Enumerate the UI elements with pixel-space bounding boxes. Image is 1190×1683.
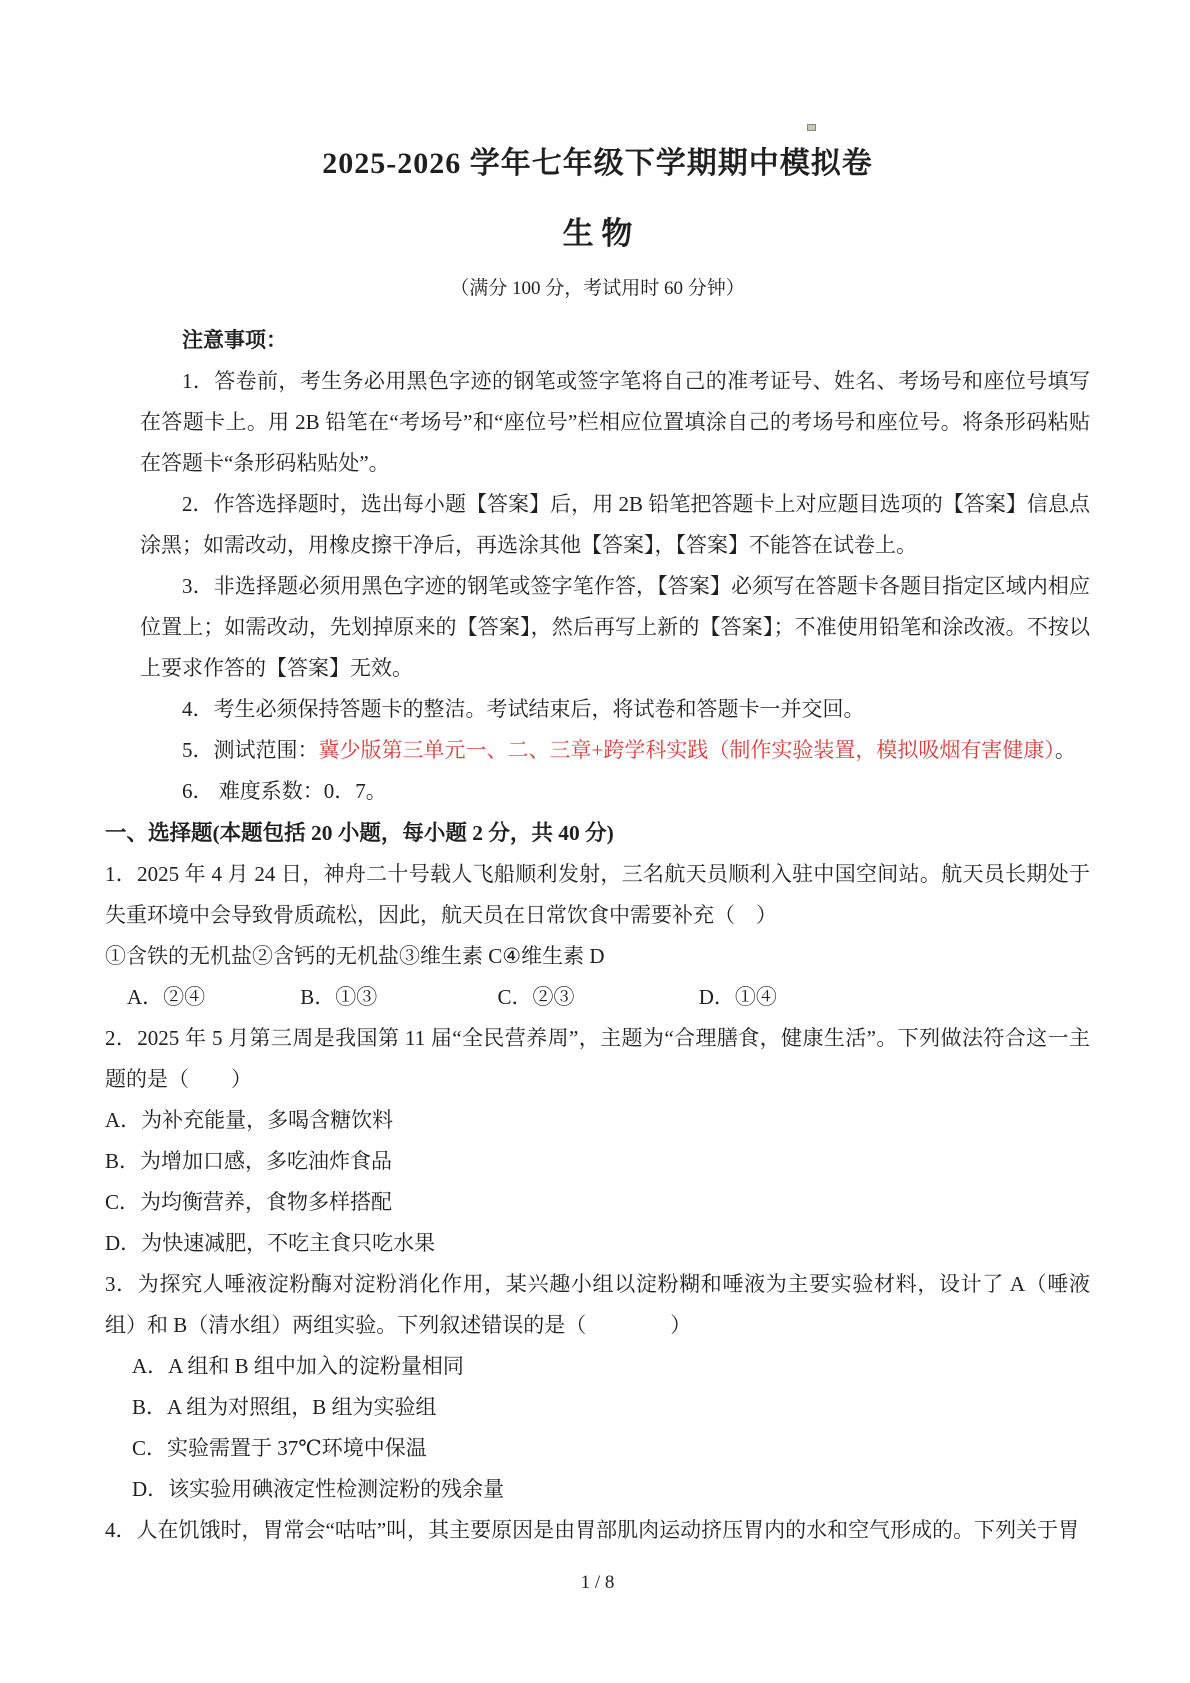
note-item-6: 6． 难度系数：0．7。	[182, 779, 387, 803]
page-number: 1 / 8	[580, 1572, 615, 1593]
question-2-choice-a: A．为补充能量，多喝含糖饮料	[105, 1108, 394, 1132]
question-4-stem: 4．人在饥饿时，胃常会“咕咕”叫，其主要原因是由胃部肌肉运动挤压胃内的水和空气形成的。下列关于胃	[105, 1518, 1080, 1542]
stray-mark	[807, 124, 816, 131]
question-2-choice-d: D．为快速减肥，不吃主食只吃水果	[105, 1231, 436, 1255]
subject-title: 生 物	[562, 216, 633, 251]
note-5-test-scope: 冀少版第三单元一、二、三章+跨学科实践（制作实验装置，模拟吸烟有害健康）	[318, 738, 1055, 762]
question-4	[105, 1510, 1090, 1551]
question-2-stem: 2．2025 年 5 月第三周是我国第 11 届“全民营养周”，主题为“合理膳食，健康生活”。下列做法符合这一主题的是（ ）	[105, 1026, 1090, 1091]
question-2-choice-c: C．为均衡营养，食物多样搭配	[105, 1190, 393, 1214]
question-3-choice-c: C．实验需置于 37℃环境中保温	[132, 1436, 427, 1460]
notes-section	[140, 320, 1090, 812]
exam-info: （满分 100 分，考试用时 60 分钟）	[450, 278, 745, 299]
question-1-choices-row	[105, 977, 1090, 1018]
question-2-choice-b: B．为增加口感，多吃油炸食品	[105, 1149, 393, 1173]
question-1-options-inline: ①含铁的无机盐②含钙的无机盐③维生素 C④维生素 D	[105, 944, 605, 968]
question-3	[105, 1264, 1090, 1510]
note-item-3: 3．非选择题必须用黑色字迹的钢笔或签字笔作答，【答案】必须写在答题卡各题目指定区域内相应位置上；如需改动，先划掉原来的【答案】，然后再写上新的【答案】；不准使用铅笔和涂改液。不按以上要求作答的【答案】无效。	[140, 574, 1090, 680]
question-1-stem: 1．2025 年 4 月 24 日，神舟二十号载人飞船顺利发射，三名航天员顺利入驻中国空间站。航天员长期处于失重环境中会导致骨质疏松，因此，航天员在日常饮食中需要补充（ ）	[105, 862, 1090, 927]
question-3-choice-a: A．A 组和 B 组中加入的淀粉量相同	[132, 1354, 464, 1378]
note-item-2: 2．作答选择题时，选出每小题【答案】后，用 2B 铅笔把答题卡上对应题目选项的【答案】信息点涂黑；如需改动，用橡皮擦干净后，再选涂其他【答案】，【答案】不能答在试卷上。	[140, 492, 1090, 557]
note-item-1: 1．答卷前，考生务必用黑色字迹的钢笔或签字笔将自己的准考证号、姓名、考场号和座位号填写在答题卡上。用 2B 铅笔在“考场号”和“座位号”栏相应位置填涂自己的考场号和座位号。将条形码粘贴在答题卡“条形码粘贴处”。	[140, 369, 1090, 475]
question-3-choice-d: D．该实验用碘液定性检测淀粉的残余量	[132, 1477, 505, 1501]
question-1	[105, 854, 1090, 1018]
note-item-4: 4．考生必须保持答题卡的整洁。考试结束后，将试卷和答题卡一并交回。	[182, 697, 865, 721]
question-1-choice-c: C．②③	[497, 985, 575, 1009]
question-3-choice-b: B．A 组为对照组，B 组为实验组	[132, 1395, 437, 1419]
question-3-stem: 3．为探究人唾液淀粉酶对淀粉消化作用，某兴趣小组以淀粉糊和唾液为主要实验材料，设计了 A（唾液组）和 B（清水组）两组实验。下列叙述错误的是（ ）	[105, 1272, 1090, 1337]
question-1-choice-d: D．①④	[698, 985, 777, 1009]
page-title: 2025-2026 学年七年级下学期期中模拟卷	[322, 147, 873, 180]
question-1-choice-a: A．②④	[127, 985, 206, 1009]
note-5-suffix: 。	[1054, 738, 1076, 762]
question-1-choice-b: B．①③	[300, 985, 378, 1009]
section-1-heading: 一、选择题(本题包括 20 小题，每小题 2 分，共 40 分)	[105, 821, 614, 845]
note-5-prefix: 5．测试范围：	[182, 738, 319, 762]
note-item-5	[140, 730, 1090, 771]
notes-heading: 注意事项：	[182, 328, 287, 352]
question-2	[105, 1018, 1090, 1264]
